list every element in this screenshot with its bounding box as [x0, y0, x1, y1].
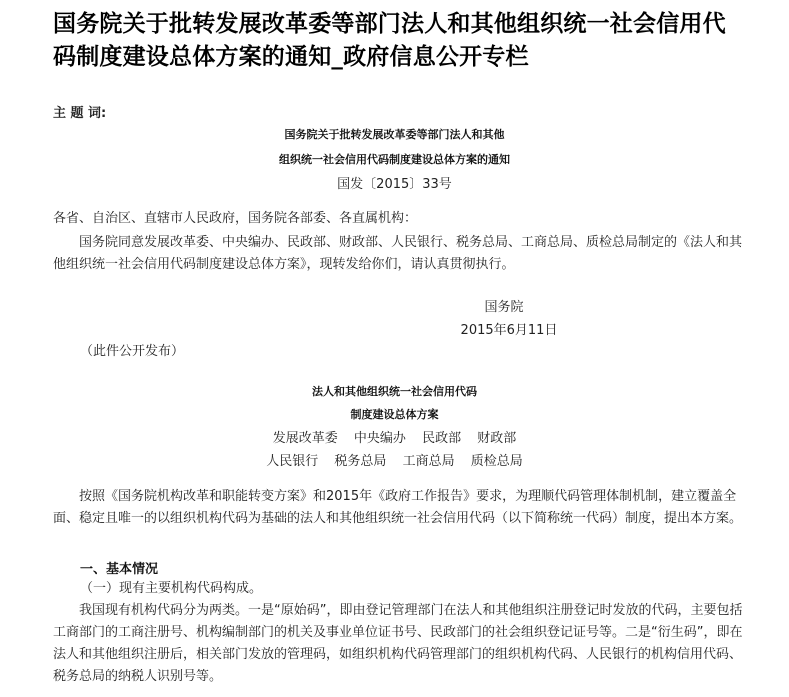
agency-name: 财政部	[477, 431, 517, 446]
subsection-body: 我国现有机构代码分为两类。一是“原始码”，即由登记管理部门在法人和其他组织注册登记时发放的代码，主要包括工商部门的工商注册号、机构编制部门的机关及事业单位证书号、民政部门的社会组织登记证号等。二是“衍生码”，即在法人和其他组织注册后，相关部门发放的管理码，如组织机构代码管理部门的组织机构代码、人民银行的机构信用代码、税务总局的纳税人识别号等。	[53, 603, 743, 684]
notice-heading-line2: 组织统一社会信用代码制度建设总体方案的通知	[279, 153, 510, 166]
plan-title-line1: 法人和其他组织统一社会信用代码	[312, 385, 477, 398]
notice-recipients: 各省、自治区、直辖市人民政府，国务院各部委、各直属机构：	[53, 211, 418, 226]
agency-name: 中央编办	[353, 431, 406, 446]
agency-name: 发展改革委	[272, 431, 338, 446]
agency-name: 人民银行	[266, 454, 319, 469]
notice-date: 2015年6月11日	[460, 323, 558, 338]
plan-title-line2: 制度建设总体方案	[350, 408, 439, 421]
notice-body: 国务院同意发展改革委、中央编办、民政部、财政部、人民银行、税务总局、工商总局、质检总局制定的《法人和其他组织统一社会信用代码制度建设总体方案》，现转发给你们，请认真贯彻执行。	[53, 235, 743, 272]
agencies-row-2	[0, 450, 789, 469]
notice-signature: 国务院	[484, 300, 524, 315]
page-title: 国务院关于批转发展改革委等部门法人和其他组织统一社会信用代码制度建设总体方案的通知_政府信息公开专栏	[53, 11, 726, 70]
agency-name: 质检总局	[470, 454, 523, 469]
subsection-heading: （一）现有主要机构代码构成。	[80, 581, 263, 596]
agencies-row-1	[0, 427, 789, 446]
agency-name: 工商总局	[402, 454, 455, 469]
notice-heading-line1: 国务院关于批转发展改革委等部门法人和其他	[284, 128, 505, 141]
agency-name: 税务总局	[334, 454, 387, 469]
section-heading: 一、基本情况	[80, 562, 159, 577]
plan-intro: 按照《国务院机构改革和职能转变方案》和2015年《政府工作报告》要求，为理顺代码管理体制机制，建立覆盖全面、稳定且唯一的以组织机构代码为基础的法人和其他组织统一社会信用代码（以下简称统一代码）制度，提出本方案。	[53, 489, 743, 526]
keywords-label: 主 题 词:	[53, 106, 107, 121]
agency-name: 民政部	[422, 431, 462, 446]
notice-doc-number: 国发〔2015〕33号	[337, 177, 452, 192]
publication-note: （此件公开发布）	[80, 344, 185, 359]
